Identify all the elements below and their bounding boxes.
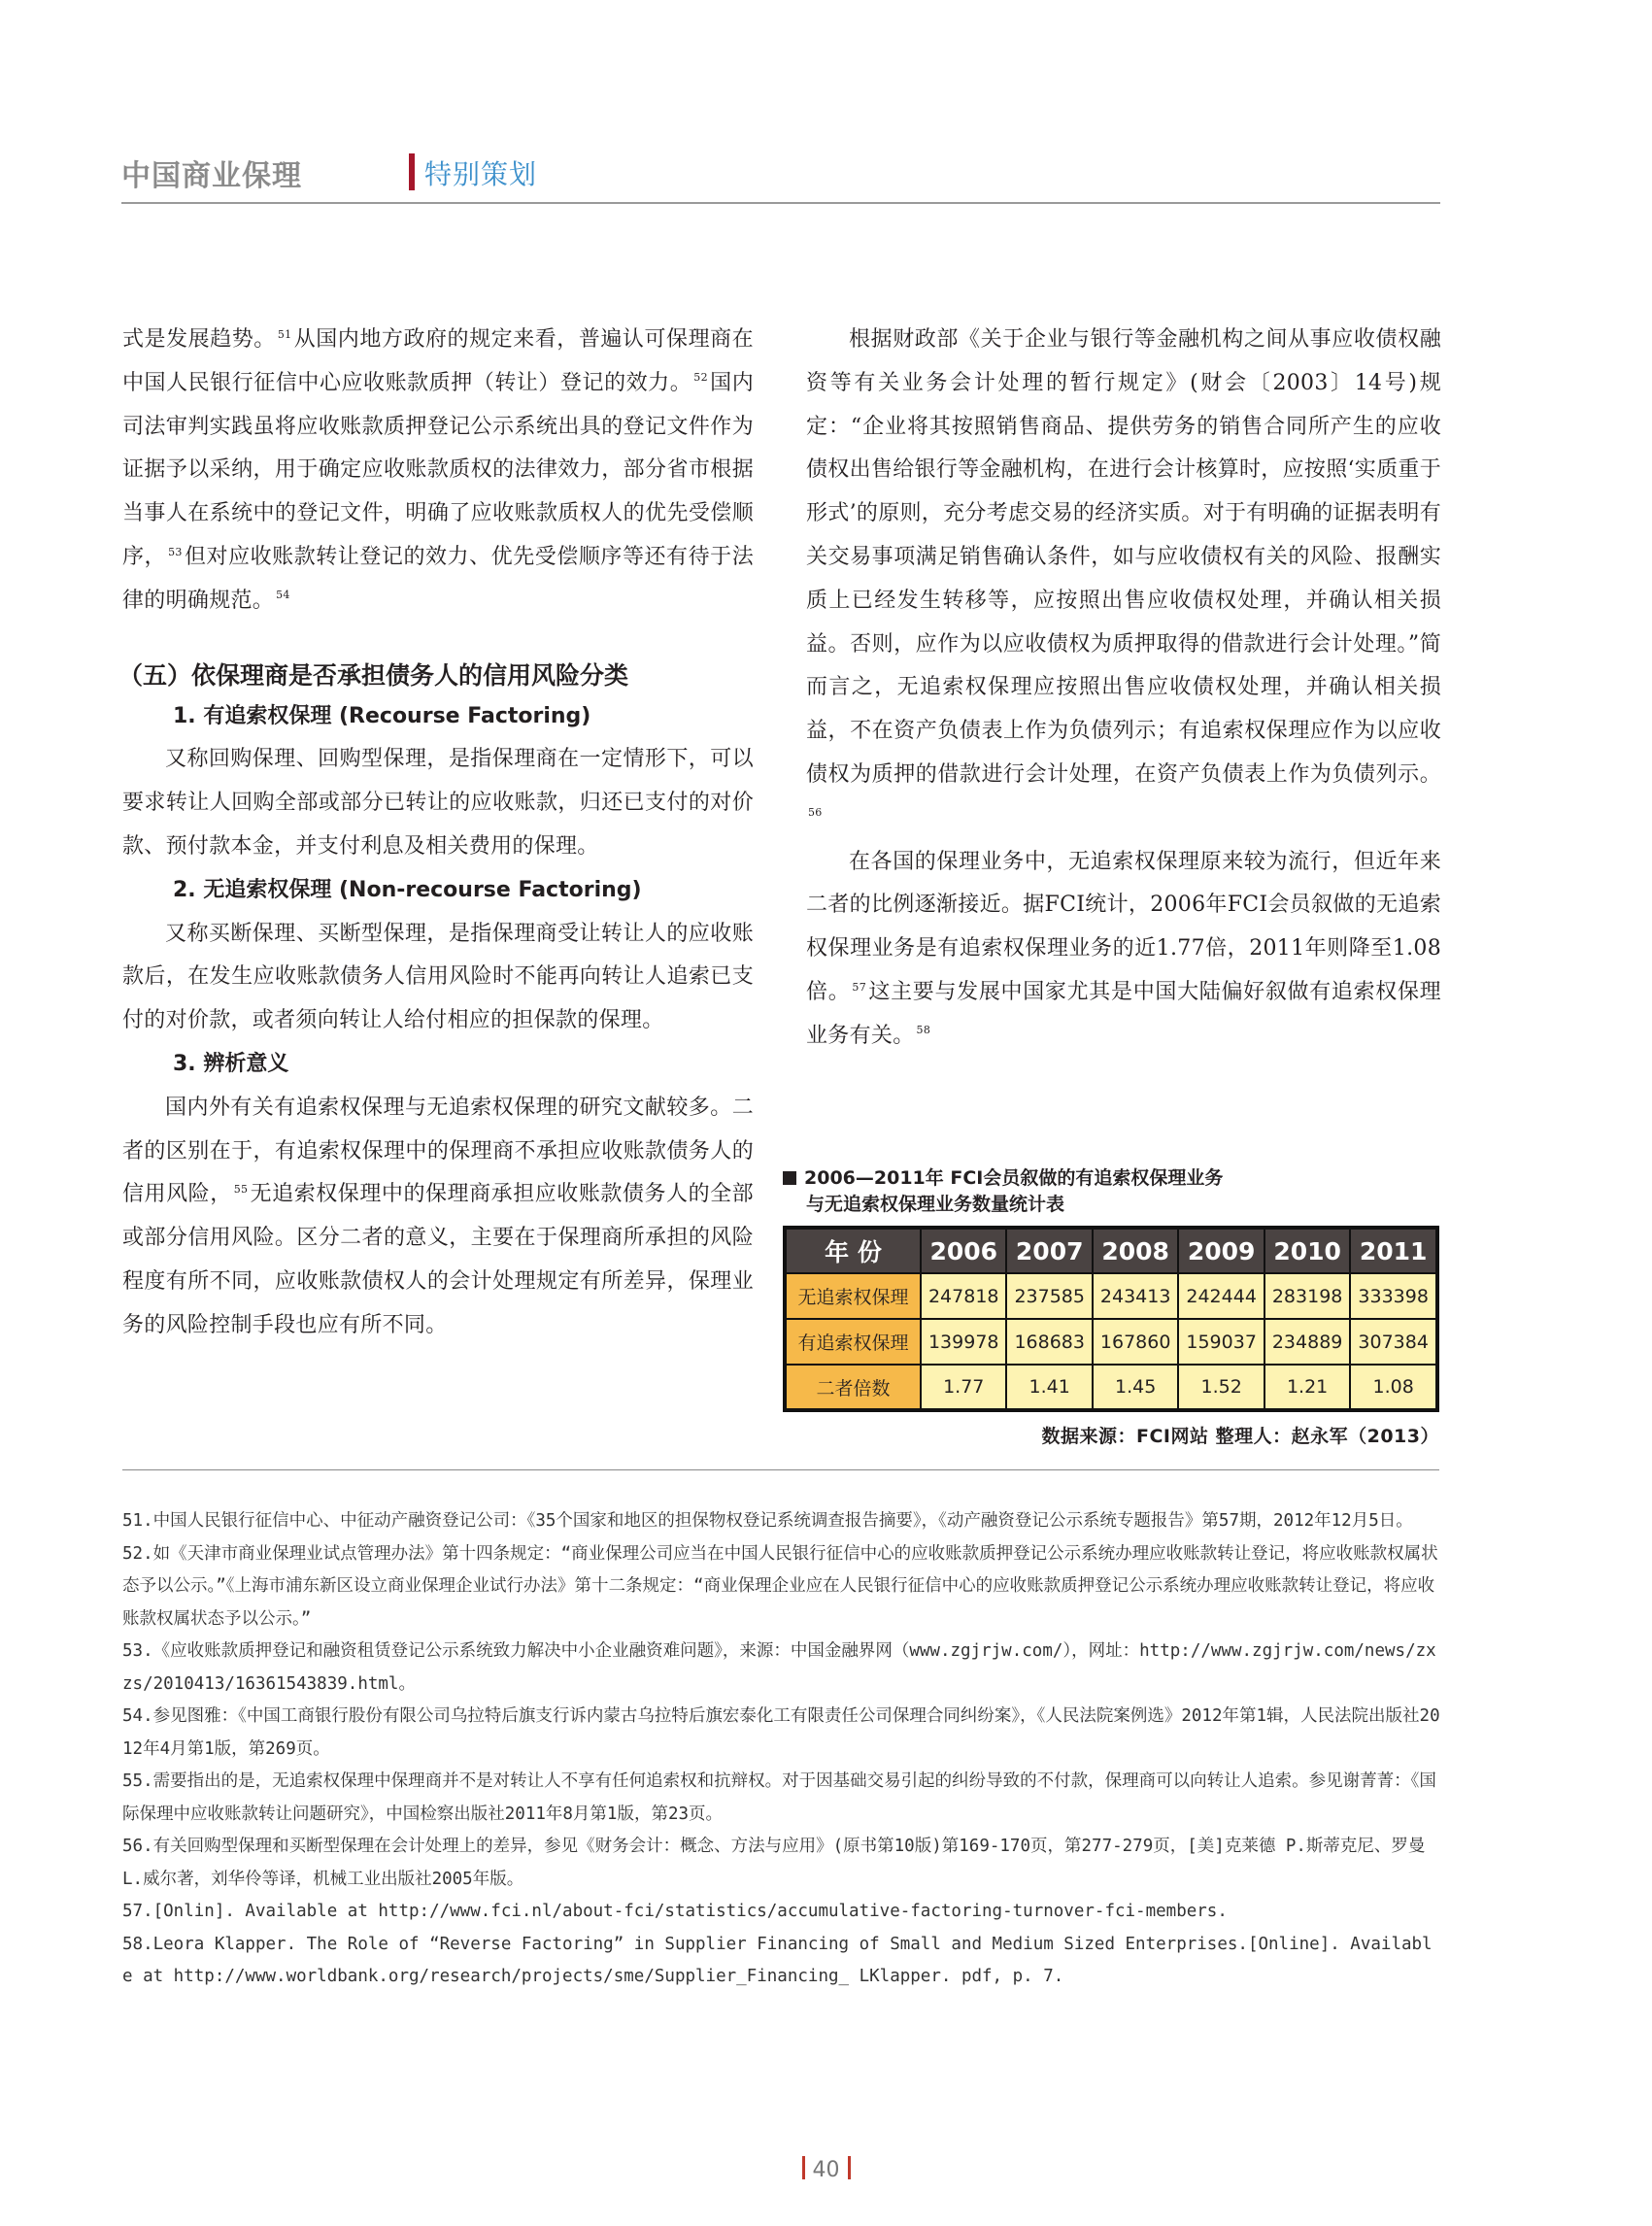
right-column [806,319,1441,1059]
table-row [785,1273,1437,1319]
table-row [785,1365,1437,1410]
section-label: 特别策划 [424,158,538,190]
footnote-ref[interactable]: 54 [276,589,290,602]
page-number [0,2156,1652,2182]
footnote-item: 51.中国人民银行征信中心、中征动产融资登记公司：《35个国家和地区的担保物权登记系统调查报告摘要》，《动产融资登记公示系统专题报告》第57期，2012年12月5日。 [122,1511,1413,1531]
trend-paragraph [806,841,1441,1059]
table-title-line: 与无追索权保理业务数量统计表 [806,1194,1065,1215]
table-cell: 1.77 [921,1365,1006,1410]
table-cell: 242444 [1178,1273,1264,1319]
row-label: 有追索权保理 [785,1319,921,1365]
table-header-cell: 2008 [1093,1228,1178,1273]
footnote-ref[interactable]: 55 [233,1183,249,1197]
table-header-cell: 年 份 [785,1228,921,1273]
footnote-ref[interactable]: 53 [168,545,183,558]
text-run: 国内司法审判实践虽将应收账款质押登记公示系统出具的登记文件作为证据予以采纳，用于确定应收账款质权的法律效力，部分省市根据当事人在系统中的登记文件，明确了应收账款质权人的优先受偿顺序， [122,370,754,569]
table-cell: 1.41 [1006,1365,1092,1410]
section-heading: （五）依保理商是否承担债务人的信用风险分类 [118,660,629,690]
footnote-item[interactable]: 58.Leora Klapper. The Role of “Reverse Factoring” in Supplier Financing of Small and Medium Sized Enterprises.[Online]. Available at http://www.worldbank.org/research/projects/sme/Supplier_Financing_ LKlapper. pdf, p. 7. [122,1934,1433,1986]
table-cell: 1.52 [1178,1365,1264,1410]
table-cell: 307384 [1350,1319,1437,1365]
square-bullet-icon [783,1171,796,1185]
table-cell: 159037 [1178,1319,1264,1365]
footnote-item: 54.参见图雅：《中国工商银行股份有限公司乌拉特后旗支行诉内蒙古乌拉特后旗宏泰化工有限责任公司保理合同纠纷案》，《人民法院案例选》2012年第1辑，人民法院出版社2012年4月第1版，第269页。 [122,1706,1440,1759]
table-cell: 168683 [1006,1319,1092,1365]
table-header-row [785,1228,1437,1273]
table-cell: 167860 [1093,1319,1178,1365]
text-run: 在各国的保理业务中，无追索权保理原来较为流行，但近年来二者的比例逐渐接近。据FCI统计，2006年FCI会员叙做的无追索权保理业务是有追索权保理业务的近1.77倍，2011年则降至1.08倍。 [806,849,1441,1004]
footnote-ref[interactable]: 52 [693,371,708,385]
statistics-table-block [783,1165,1439,1448]
footnote-ref[interactable]: 57 [852,980,866,994]
table-cell: 1.45 [1093,1365,1178,1410]
page-number-text: 40 [812,2158,840,2182]
table-header-cell: 2009 [1178,1228,1264,1273]
table-cell: 247818 [921,1273,1006,1319]
table-cell: 237585 [1006,1273,1092,1319]
table-cell: 333398 [1350,1273,1437,1319]
table-cell: 1.21 [1264,1365,1350,1410]
footnote-item: 56.有关回购型保理和买断型保理在会计处理上的差异，参见《财务会计：概念、方法与应用》(原书第10版)第169-170页，第277-279页，[美]克莱德 P.斯蒂克尼、罗曼 L.威尔著，刘华伶等译，机械工业出版社2005年版。 [122,1837,1426,1889]
left-column [118,319,754,1348]
footnote-ref[interactable]: 58 [916,1024,931,1037]
statistics-table [783,1226,1439,1412]
subsection-heading-non-recourse: 2. 无追索权保理 (Non-recourse Factoring) [173,877,642,902]
table-header-cell: 2011 [1350,1228,1437,1273]
footnotes [122,1505,1441,1994]
page-header [121,148,1440,206]
table-cell: 234889 [1264,1319,1350,1365]
recourse-paragraph: 又称回购保理、回购型保理，是指保理商在一定情形下，可以要求转让人回购全部或部分已转让的应收账款，归还已支付的对价款、预付款本金，并支付利息及相关费用的保理。 [122,747,754,859]
text-run: 根据财政部《关于企业与银行等金融机构之间从事应收债权融资等有关业务会计处理的暂行规定》(财会〔2003〕14号)规定：“企业将其按照销售商品、提供劳务的销售合同所产生的应收债权出售给银行等金融机构，在进行会计核算时，应按照‘实质重于形式’的原则，充分考虑交易的经济实质。对于有明确的证据表明有关交易事项满足销售确认条件，如与应收债权有关的风险、报酬实质上已经发生转移等，应按照出售应收债权处理，并确认相关损益。否则，应作为以应收债权为质押取得的借款进行会计处理。”简而言之，无追索权保理应按照出售应收债权处理，并确认相关损益，不在资产负债表上作为负债列示；有追索权保理应作为以应收债权为质押的借款进行会计处理，在资产负债表上作为负债列示。 [806,327,1441,787]
table-cell: 283198 [1264,1273,1350,1319]
magazine-brand: 中国商业保理 [121,159,302,193]
text-run: 但对应收账款转让登记的效力、优先受偿顺序等还有待于法律的明确规范。 [122,544,754,613]
table-header-cell: 2010 [1264,1228,1350,1273]
table-cell: 1.08 [1350,1365,1437,1410]
text-run: 从国内地方政府的规定来看，普遍认可保理商在中国人民银行征信中心应收账款质押（转让）登记的效力。 [122,327,754,395]
table-title [783,1165,1439,1218]
row-label: 二者倍数 [785,1365,921,1410]
footnote-ref[interactable]: 56 [808,806,823,820]
table-header-cell: 2007 [1006,1228,1092,1273]
footnote-ref[interactable]: 51 [277,327,292,341]
subsection-heading-significance: 3. 辨析意义 [173,1051,289,1076]
table-cell: 243413 [1093,1273,1178,1319]
text-run: 国内外有关有追索权保理与无追索权保理的研究文献较多。二者的区别在于，有追索权保理中的保理商不承担应收账款债务人的信用风险， [122,1095,754,1207]
header-rule [121,202,1440,204]
row-label: 无追索权保理 [785,1273,921,1319]
text-run: 这主要与发展中国家尤其是中国大陆偏好叙做有追索权保理业务有关。 [806,979,1441,1048]
table-header-cell: 2006 [921,1228,1006,1273]
footnote-item[interactable]: 53.《应收账款质押登记和融资租赁登记公示系统致力解决中小企业融资难问题》，来源：中国金融界网（www.zgjrjw.com/），网址：http://www.zgjrjw.com/news/zxzs/2010413/16361543839.html。 [122,1641,1436,1694]
intro-paragraph [122,319,754,624]
page-number-bar [802,2156,805,2179]
footnote-rule [122,1469,1439,1470]
table-source: 数据来源：FCI网站 整理人：赵永军（2013） [1041,1426,1439,1447]
non-recourse-paragraph: 又称买断保理、买断型保理，是指保理商受让转让人的应收账款后，在发生应收账款债务人信用风险时不能再向转让人追索已支付的对价款，或者须向转让人给付相应的担保款的保理。 [122,921,754,1033]
footnote-item: 52.如《天津市商业保理业试点管理办法》第十四条规定：“商业保理公司应当在中国人民银行征信中心的应收账款质押登记公示系统办理应收账款转让登记，将应收账款权属状态予以公示。”《上海市浦东新区设立商业保理企业试行办法》第十二条规定：“商业保理企业应在人民银行征信中心的应收账款质押登记公示系统办理应收账款转让登记，将应收账款权属状态予以公示。” [122,1543,1438,1629]
table-row [785,1319,1437,1365]
header-divider-bar [409,153,415,190]
footnote-item: 55.需要指出的是，无追索权保理中保理商并不是对转让人不享有任何追索权和抗辩权。对于因基础交易引起的纠纷导致的不付款，保理商可以向转让人追索。参见谢菁菁：《国际保理中应收账款转让问题研究》，中国检察出版社2011年8月第1版，第23页。 [122,1771,1436,1824]
significance-paragraph [122,1087,754,1348]
text-run: 无追索权保理中的保理商承担应收账款债务人的全部或部分信用风险。区分二者的意义，主要在于保理商所承担的风险程度有所不同，应收账款债权人的会计处理规定有所差异，保理业务的风险控制手段也应有所不同。 [122,1182,754,1337]
footnote-item[interactable]: 57.[Onlin]. Available at http://www.fci.nl/about-fci/statistics/accumulative-factoring-turnover-fci-members. [122,1902,1228,1921]
subsection-heading-recourse: 1. 有追索权保理 (Recourse Factoring) [173,703,591,728]
text-run: 式是发展趋势。 [122,327,276,352]
accounting-paragraph [806,319,1441,841]
page-number-bar [848,2156,851,2179]
table-title-line: 2006—2011年 FCI会员叙做的有追索权保理业务 [804,1167,1224,1189]
table-cell: 139978 [921,1319,1006,1365]
